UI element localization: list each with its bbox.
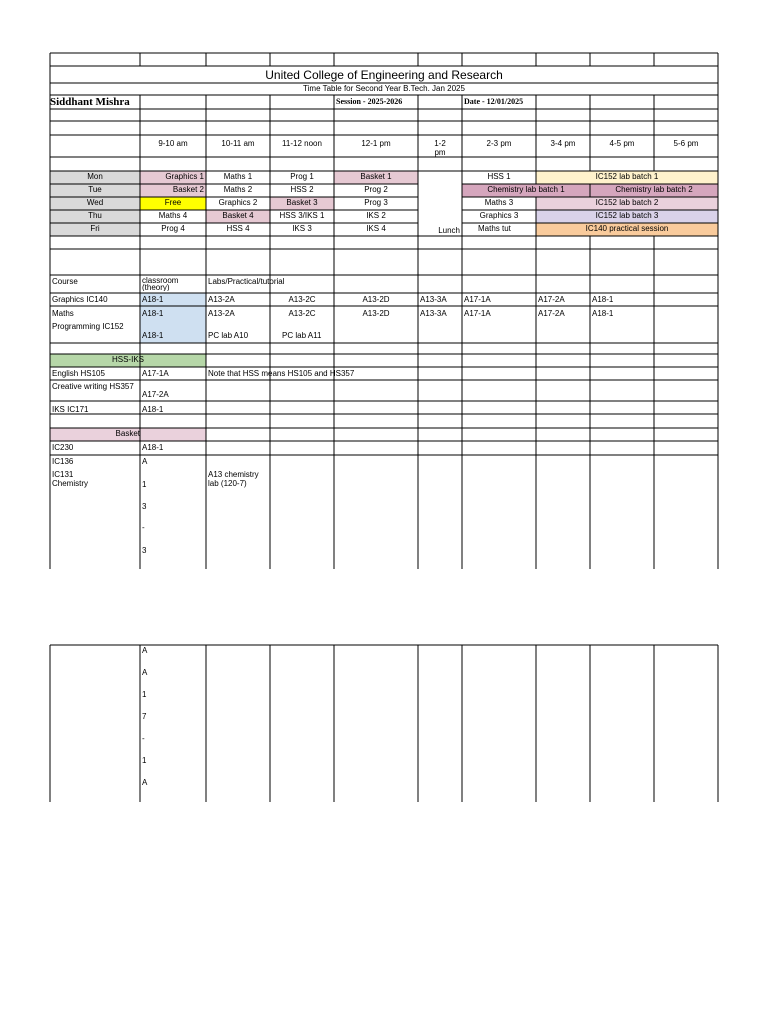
time-1-2: 1-2 pm — [434, 139, 446, 157]
fri-slot-10: HSS 4 — [226, 224, 250, 233]
mon-slot-12: Basket 1 — [360, 172, 392, 181]
date-label: Date - 12/01/2025 — [464, 97, 524, 106]
mon-slot-11: Prog 1 — [290, 172, 314, 181]
time-11-12: 11-12 noon — [282, 139, 322, 148]
programming-lab-1: PC lab A10 — [208, 331, 249, 340]
session-label: Session - 2025-2026 — [336, 97, 403, 106]
thu-slot-12: IKS 2 — [366, 211, 386, 220]
fri-slot-12: IKS 4 — [366, 224, 386, 233]
thu-slot-11: HSS 3/IKS 1 — [279, 211, 325, 220]
graphics-lab-7: A18-1 — [592, 295, 614, 304]
ic131-room-2: 3 — [142, 502, 147, 511]
fri-slot-lab: IC140 practical session — [585, 224, 669, 233]
programming-lab-2: PC lab A11 — [282, 331, 322, 340]
ic136-room: A — [142, 457, 148, 466]
p2-cell-1: A — [142, 646, 148, 655]
thu-slot-9: Maths 4 — [158, 211, 188, 220]
chemistry-lab-note: A13 chemistry lab (120-7) — [208, 470, 259, 488]
maths-room: A18-1 — [142, 309, 164, 318]
tue-slot-10: Maths 2 — [223, 185, 253, 194]
tue-chem-lab-2: Chemistry lab batch 2 — [615, 185, 693, 194]
wed-slot-10: Graphics 2 — [218, 198, 258, 207]
maths-lab-6: A17-2A — [538, 309, 565, 318]
fri-slot-11: IKS 3 — [292, 224, 312, 233]
thu-slot-10: Basket 4 — [222, 211, 254, 220]
basket-header: Basket — [115, 429, 140, 438]
graphics-course: Graphics IC140 — [52, 295, 108, 304]
wed-slot-11: Basket 3 — [286, 198, 318, 207]
time-5-6: 5-6 pm — [673, 139, 699, 148]
ic131-room-4: 3 — [142, 546, 147, 555]
hss-iks-header: HSS-IKS — [111, 355, 144, 364]
time-12-1: 12-1 pm — [361, 139, 391, 148]
creative-room: A17-2A — [142, 390, 169, 399]
fri-slot-9: Prog 4 — [161, 224, 185, 233]
thu-slot-lab: IC152 lab batch 3 — [595, 211, 659, 220]
wed-slot-2: Maths 3 — [484, 198, 514, 207]
wed-slot-9: Free — [164, 198, 182, 207]
timetable-subtitle: Time Table for Second Year B.Tech. Jan 2025 — [303, 84, 465, 93]
classroom-header: classroom (theory) — [142, 277, 179, 291]
maths-lab-2: A13-2C — [288, 309, 316, 318]
time-9-10: 9-10 am — [158, 139, 188, 148]
maths-lab-5: A17-1A — [464, 309, 491, 318]
lunch-label: Lunch — [438, 226, 460, 235]
tue-slot-11: HSS 2 — [290, 185, 314, 194]
programming-course: Programming IC152 — [52, 322, 124, 331]
programming-room: A18-1 — [142, 331, 164, 340]
course-header: Course — [52, 277, 78, 286]
time-4-5: 4-5 pm — [609, 139, 635, 148]
iks-course: IKS IC171 — [52, 405, 89, 414]
graphics-lab-5: A17-1A — [464, 295, 491, 304]
ic230-course: IC230 — [52, 443, 74, 452]
fri-slot-2: Maths tut — [478, 224, 511, 233]
ic131-course: IC131 Chemistry — [52, 470, 89, 488]
tue-chem-lab-1: Chemistry lab batch 1 — [487, 185, 565, 194]
thu-slot-2: Graphics 3 — [479, 211, 519, 220]
mon-slot-lab: IC152 lab batch 1 — [595, 172, 659, 181]
college-title: United College of Engineering and Research — [265, 68, 503, 82]
maths-lab-4: A13-3A — [420, 309, 447, 318]
graphics-lab-6: A17-2A — [538, 295, 565, 304]
labs-header: Labs/Practical/tutorial — [208, 277, 285, 286]
graphics-lab-2: A13-2C — [288, 295, 316, 304]
graphics-lab-4: A13-3A — [420, 295, 447, 304]
day-mon: Mon — [87, 172, 103, 181]
p2-cell-6: 1 — [142, 756, 147, 765]
day-fri: Fri — [90, 224, 100, 233]
wed-slot-lab: IC152 lab batch 2 — [595, 198, 659, 207]
graphics-lab-1: A13-2A — [208, 295, 235, 304]
english-course: English HS105 — [52, 369, 105, 378]
day-tue: Tue — [88, 185, 102, 194]
ic131-room-3: - — [142, 523, 145, 532]
p2-cell-2: A — [142, 668, 148, 677]
maths-lab-3: A13-2D — [362, 309, 390, 318]
ic230-room: A18-1 — [142, 443, 164, 452]
student-name: Siddhant Mishra — [50, 97, 130, 108]
p2-cell-4: 7 — [142, 712, 147, 721]
tue-slot-9: Basket 2 — [172, 185, 204, 194]
maths-lab-7: A18-1 — [592, 309, 614, 318]
hss-note: Note that HSS means HS105 and HS357 — [208, 369, 355, 378]
p2-cell-5: - — [142, 734, 145, 743]
graphics-room: A18-1 — [142, 295, 164, 304]
english-room: A17-1A — [142, 369, 169, 378]
mon-slot-10: Maths 1 — [223, 172, 253, 181]
tue-slot-12: Prog 2 — [364, 185, 388, 194]
ic136-course: IC136 — [52, 457, 74, 466]
creative-course: Creative writing HS357 — [52, 382, 134, 391]
day-thu: Thu — [88, 211, 102, 220]
mon-slot-9: Graphics 1 — [165, 172, 204, 181]
time-10-11: 10-11 am — [221, 139, 255, 148]
time-2-3: 2-3 pm — [486, 139, 512, 148]
maths-lab-1: A13-2A — [208, 309, 235, 318]
wed-slot-12: Prog 3 — [364, 198, 388, 207]
p2-cell-7: A — [142, 778, 148, 787]
mon-slot-2: HSS 1 — [487, 172, 511, 181]
time-3-4: 3-4 pm — [550, 139, 576, 148]
day-wed: Wed — [86, 198, 104, 207]
maths-course: Maths — [52, 309, 74, 318]
ic131-room-1: 1 — [142, 480, 147, 489]
graphics-lab-3: A13-2D — [362, 295, 390, 304]
p2-cell-3: 1 — [142, 690, 147, 699]
iks-room: A18-1 — [142, 405, 164, 414]
